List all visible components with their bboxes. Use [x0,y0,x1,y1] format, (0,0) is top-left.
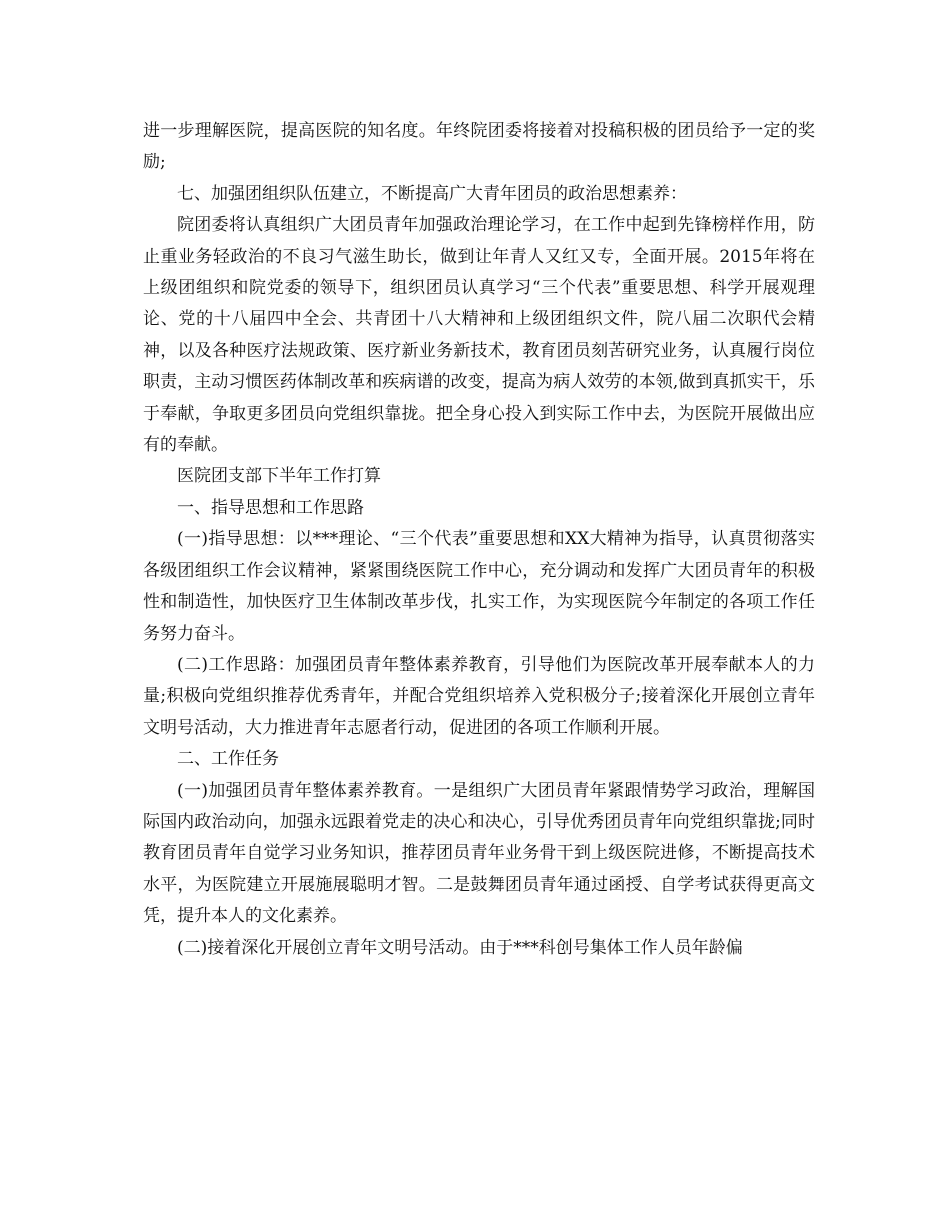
section-heading-one: 一、指导思想和工作思路 [177,497,364,518]
document-body [143,116,815,964]
section-heading-seven: 七、加强团组织队伍建立，不断提高广大青年团员的政治思想素养： [177,183,687,204]
section-heading-two: 二、工作任务 [177,749,279,770]
paragraph-task-two: (二)接着深化开展创立青年文明号活动。由于***科创号集体工作人员年龄偏 [177,937,743,958]
document-subtitle: 医院团支部下半年工作打算 [177,466,381,487]
paragraph-work-approach: (二)工作思路：加强团员青年整体素养教育，引导他们为医院改革开展奉献本人的力量;积极向党组织推荐优秀青年，并配合党组织培养入党积极分子;接着深化开展创立青年文明号活动，大力推进青年志愿者行动，促进团的各项工作顺利开展。 [143,654,815,738]
paragraph-guiding-thought: (一)指导思想：以***理论、“三个代表”重要思想和XX大精神为指导，认真贯彻落实各级团组织工作会议精神，紧紧围绕医院工作中心，充分调动和发挥广大团员青年的积极性和制造性，加快医疗卫生体制改革步伐，扎实工作，为实现医院今年制定的各项工作任务努力奋斗。 [143,529,815,644]
paragraph-continuation: 进一步理解医院，提高医院的知名度。年终院团委将接着对投稿积极的团员给予一定的奖励; [143,121,815,173]
paragraph-team-building: 院团委将认真组织广大团员青年加强政治理论学习，在工作中起到先锋榜样作用，防止重业务轻政治的不良习气滋生助长，做到让年青人又红又专，全面开展。2015年将在上级团组织和院党委的领导下，组织团员认真学习“三个代表”重要思想、科学开展观理论、党的十八届四中全会、共青团十八大精神和上级团组织文件，院八届二次职代会精神，以及各种医疗法规政策、医疗新业务新技术，教育团员刻苦研究业务，认真履行岗位职责，主动习惯医药体制改革和疾病谱的改变，提高为病人效劳的本领,做到真抓实干，乐于奉献，争取更多团员向党组织靠拢。把全身心投入到实际工作中去，为医院开展做出应有的奉献。 [143,215,815,456]
paragraph-task-one: (一)加强团员青年整体素养教育。一是组织广大团员青年紧跟情势学习政治，理解国际国内政治动向，加强永远跟着党走的决心和决心，引导优秀团员青年向党组织靠拢;同时教育团员青年自觉学习业务知识，推荐团员青年业务骨干到上级医院进修，不断提高技术水平，为医院建立开展施展聪明才智。二是鼓舞团员青年通过函授、自学考试获得更高文凭，提升本人的文化素养。 [143,780,815,927]
